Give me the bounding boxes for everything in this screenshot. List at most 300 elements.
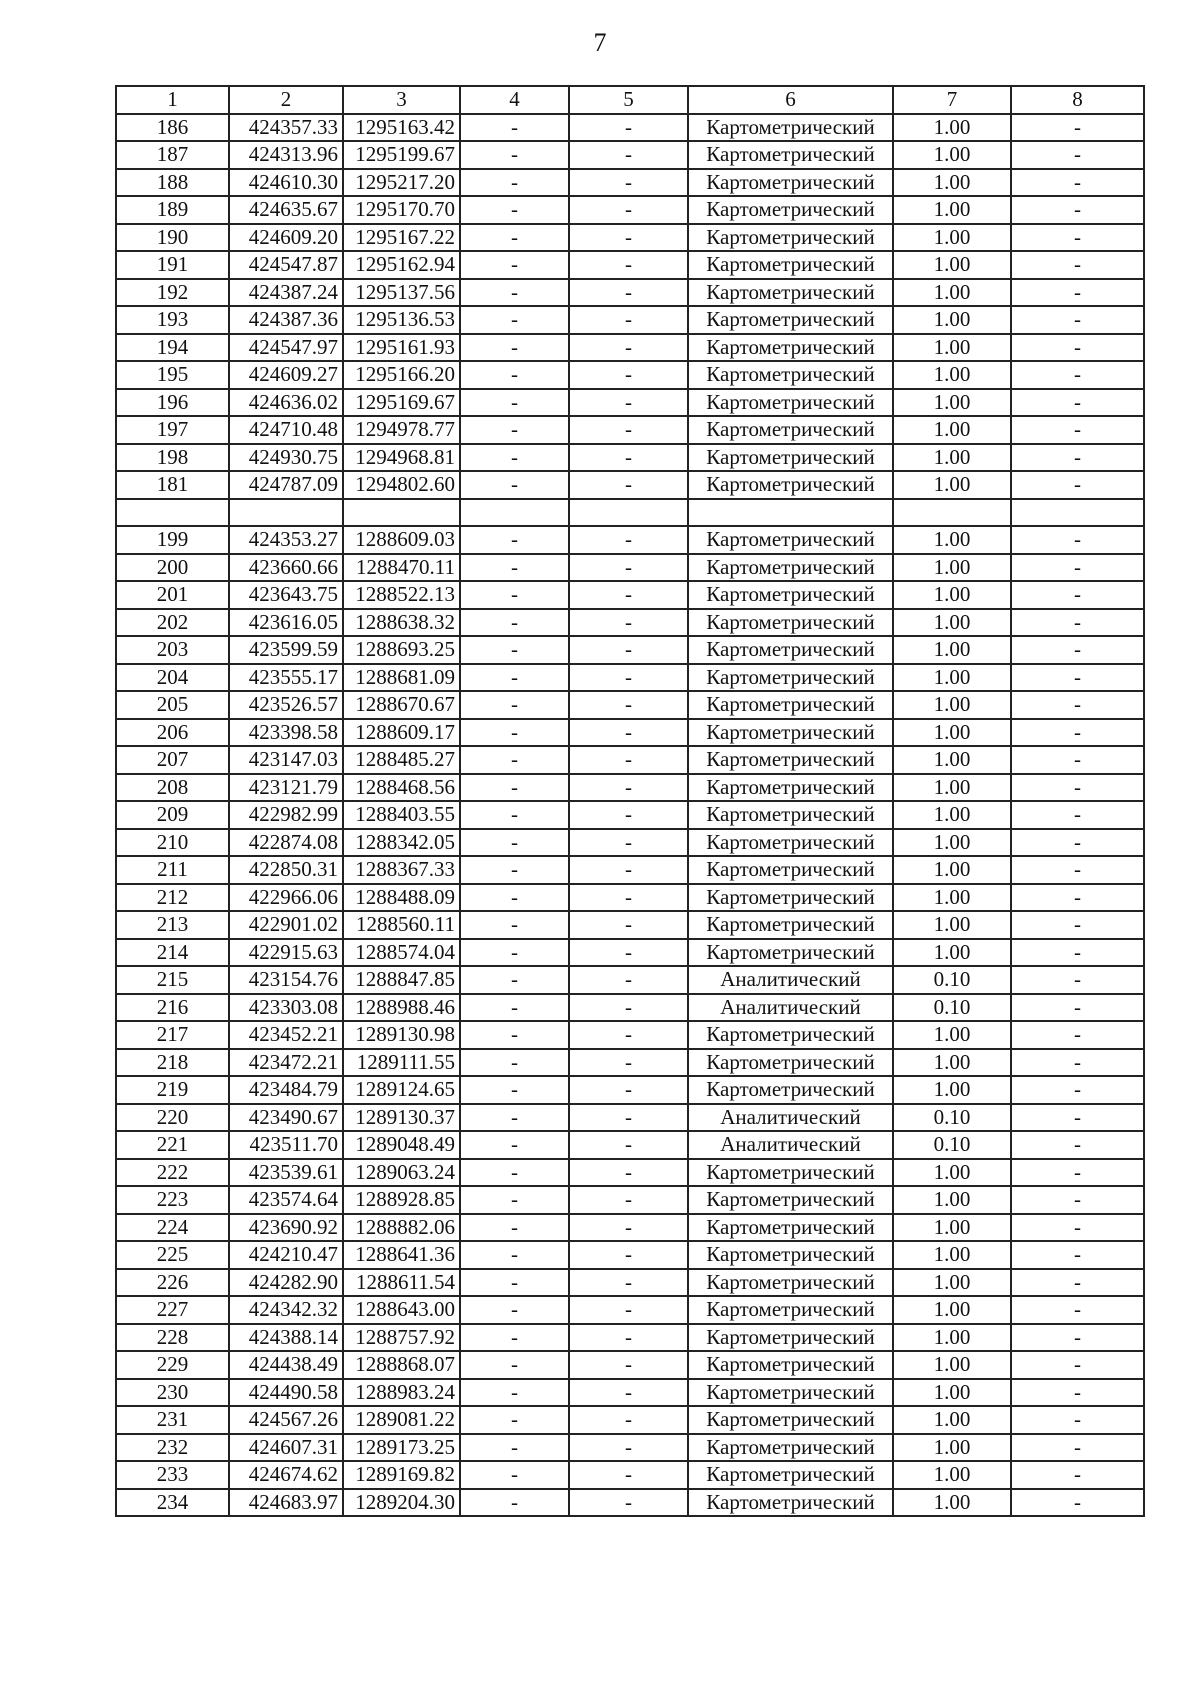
column-4-cell: -: [460, 224, 569, 252]
table-row: [116, 1379, 1144, 1407]
y-coordinate-cell: 1288609.03: [343, 526, 460, 554]
point-number-cell: 222: [116, 1159, 229, 1187]
column-5-cell: -: [569, 416, 688, 444]
column-5-cell: -: [569, 169, 688, 197]
accuracy-cell: 1.00: [893, 306, 1011, 334]
point-number-cell: 200: [116, 554, 229, 582]
column-4-cell: -: [460, 1406, 569, 1434]
column-4-cell: -: [460, 361, 569, 389]
accuracy-cell: 1.00: [893, 746, 1011, 774]
column-4-cell: -: [460, 1049, 569, 1077]
column-4-cell: -: [460, 1076, 569, 1104]
table-row: [116, 1351, 1144, 1379]
table-row: [116, 939, 1144, 967]
x-coordinate-cell: 423539.61: [229, 1159, 343, 1187]
table-row: [116, 1434, 1144, 1462]
column-8-cell: -: [1011, 1076, 1144, 1104]
point-number-cell: 214: [116, 939, 229, 967]
column-8-cell: -: [1011, 224, 1144, 252]
column-5-cell: -: [569, 444, 688, 472]
accuracy-cell: 1.00: [893, 1021, 1011, 1049]
x-coordinate-cell: 423147.03: [229, 746, 343, 774]
x-coordinate-cell: 423555.17: [229, 664, 343, 692]
column-4-cell: -: [460, 1461, 569, 1489]
point-number-cell: 228: [116, 1324, 229, 1352]
x-coordinate-cell: [229, 499, 343, 527]
method-cell: Картометрический: [688, 416, 893, 444]
point-number-cell: 227: [116, 1296, 229, 1324]
column-4-cell: -: [460, 1159, 569, 1187]
accuracy-cell: 1.00: [893, 1159, 1011, 1187]
accuracy-cell: [893, 499, 1011, 527]
column-8-cell: -: [1011, 196, 1144, 224]
column-5-cell: -: [569, 141, 688, 169]
x-coordinate-cell: 423472.21: [229, 1049, 343, 1077]
table-row: [116, 1324, 1144, 1352]
x-coordinate-cell: 423484.79: [229, 1076, 343, 1104]
method-cell: Картометрический: [688, 389, 893, 417]
column-8-cell: -: [1011, 526, 1144, 554]
accuracy-cell: 1.00: [893, 279, 1011, 307]
y-coordinate-cell: 1288609.17: [343, 719, 460, 747]
column-4-cell: -: [460, 884, 569, 912]
method-cell: Картометрический: [688, 774, 893, 802]
y-coordinate-cell: 1289124.65: [343, 1076, 460, 1104]
column-header: 4: [460, 86, 569, 114]
x-coordinate-cell: 424635.67: [229, 196, 343, 224]
column-5-cell: -: [569, 1351, 688, 1379]
x-coordinate-cell: 423599.59: [229, 636, 343, 664]
column-8-cell: -: [1011, 251, 1144, 279]
table-row: [116, 196, 1144, 224]
accuracy-cell: 1.00: [893, 1379, 1011, 1407]
column-5-cell: -: [569, 471, 688, 499]
table-row: [116, 1104, 1144, 1132]
column-8-cell: -: [1011, 966, 1144, 994]
table-row: [116, 664, 1144, 692]
y-coordinate-cell: 1288403.55: [343, 801, 460, 829]
accuracy-cell: 1.00: [893, 1214, 1011, 1242]
point-number-cell: 218: [116, 1049, 229, 1077]
column-5-cell: -: [569, 1489, 688, 1517]
column-4-cell: -: [460, 1214, 569, 1242]
point-number-cell: 209: [116, 801, 229, 829]
column-5-cell: -: [569, 1186, 688, 1214]
column-8-cell: -: [1011, 471, 1144, 499]
point-number-cell: 205: [116, 691, 229, 719]
column-8-cell: -: [1011, 361, 1144, 389]
accuracy-cell: 1.00: [893, 361, 1011, 389]
x-coordinate-cell: 422966.06: [229, 884, 343, 912]
point-number-cell: 193: [116, 306, 229, 334]
table-row: [116, 1186, 1144, 1214]
column-8-cell: -: [1011, 884, 1144, 912]
column-8-cell: -: [1011, 389, 1144, 417]
x-coordinate-cell: 424710.48: [229, 416, 343, 444]
y-coordinate-cell: 1288560.11: [343, 911, 460, 939]
column-4-cell: -: [460, 1379, 569, 1407]
point-number-cell: 234: [116, 1489, 229, 1517]
x-coordinate-cell: 424609.20: [229, 224, 343, 252]
table-row: [116, 251, 1144, 279]
x-coordinate-cell: 423526.57: [229, 691, 343, 719]
method-cell: Картометрический: [688, 1269, 893, 1297]
table-row: [116, 856, 1144, 884]
method-cell: Картометрический: [688, 911, 893, 939]
column-4-cell: -: [460, 444, 569, 472]
method-cell: Картометрический: [688, 1351, 893, 1379]
accuracy-cell: 1.00: [893, 719, 1011, 747]
y-coordinate-cell: 1288488.09: [343, 884, 460, 912]
method-cell: Картометрический: [688, 1434, 893, 1462]
column-8-cell: -: [1011, 801, 1144, 829]
accuracy-cell: 1.00: [893, 224, 1011, 252]
point-number-cell: 233: [116, 1461, 229, 1489]
x-coordinate-cell: 422874.08: [229, 829, 343, 857]
table-row: [116, 444, 1144, 472]
column-4-cell: -: [460, 1186, 569, 1214]
point-number-cell: 225: [116, 1241, 229, 1269]
column-4-cell: -: [460, 691, 569, 719]
column-4-cell: -: [460, 306, 569, 334]
point-number-cell: 232: [116, 1434, 229, 1462]
column-4-cell: -: [460, 829, 569, 857]
accuracy-cell: 1.00: [893, 1461, 1011, 1489]
column-4-cell: -: [460, 581, 569, 609]
column-4-cell: -: [460, 774, 569, 802]
table-row: [116, 526, 1144, 554]
table-row: [116, 416, 1144, 444]
method-cell: Картометрический: [688, 114, 893, 142]
point-number-cell: 194: [116, 334, 229, 362]
accuracy-cell: 0.10: [893, 994, 1011, 1022]
point-number-cell: 188: [116, 169, 229, 197]
column-4-cell: -: [460, 279, 569, 307]
column-4-cell: -: [460, 1104, 569, 1132]
column-4-cell: -: [460, 609, 569, 637]
column-5-cell: -: [569, 664, 688, 692]
y-coordinate-cell: 1289081.22: [343, 1406, 460, 1434]
column-5-cell: -: [569, 911, 688, 939]
table-header-row: [116, 86, 1144, 114]
accuracy-cell: 1.00: [893, 664, 1011, 692]
column-4-cell: -: [460, 636, 569, 664]
method-cell: Картометрический: [688, 636, 893, 664]
column-4-cell: -: [460, 196, 569, 224]
table-row: [116, 554, 1144, 582]
point-number-cell: 220: [116, 1104, 229, 1132]
column-5-cell: -: [569, 801, 688, 829]
table-row: [116, 774, 1144, 802]
accuracy-cell: 1.00: [893, 1186, 1011, 1214]
column-8-cell: -: [1011, 416, 1144, 444]
x-coordinate-cell: 424567.26: [229, 1406, 343, 1434]
point-number-cell: 189: [116, 196, 229, 224]
y-coordinate-cell: 1288470.11: [343, 554, 460, 582]
method-cell: Картометрический: [688, 1186, 893, 1214]
column-4-cell: -: [460, 471, 569, 499]
y-coordinate-cell: 1295217.20: [343, 169, 460, 197]
column-8-cell: -: [1011, 1379, 1144, 1407]
point-number-cell: 215: [116, 966, 229, 994]
column-4-cell: -: [460, 389, 569, 417]
x-coordinate-cell: 422850.31: [229, 856, 343, 884]
accuracy-cell: 1.00: [893, 471, 1011, 499]
column-5-cell: -: [569, 196, 688, 224]
column-8-cell: -: [1011, 939, 1144, 967]
column-5-cell: -: [569, 884, 688, 912]
accuracy-cell: 1.00: [893, 1269, 1011, 1297]
table-row: [116, 581, 1144, 609]
y-coordinate-cell: 1288670.67: [343, 691, 460, 719]
column-5-cell: -: [569, 746, 688, 774]
column-8-cell: -: [1011, 1186, 1144, 1214]
column-5-cell: -: [569, 1379, 688, 1407]
y-coordinate-cell: 1295170.70: [343, 196, 460, 224]
point-number-cell: 211: [116, 856, 229, 884]
column-header: 1: [116, 86, 229, 114]
table-row: [116, 966, 1144, 994]
method-cell: Картометрический: [688, 526, 893, 554]
column-4-cell: -: [460, 1269, 569, 1297]
point-number-cell: 201: [116, 581, 229, 609]
y-coordinate-cell: 1288757.92: [343, 1324, 460, 1352]
column-4-cell: -: [460, 554, 569, 582]
accuracy-cell: 1.00: [893, 691, 1011, 719]
coordinates-table: [115, 85, 1145, 1517]
y-coordinate-cell: 1289169.82: [343, 1461, 460, 1489]
column-5-cell: -: [569, 306, 688, 334]
point-number-cell: 226: [116, 1269, 229, 1297]
column-4-cell: [460, 499, 569, 527]
point-number-cell: 219: [116, 1076, 229, 1104]
accuracy-cell: 1.00: [893, 856, 1011, 884]
column-4-cell: -: [460, 1434, 569, 1462]
x-coordinate-cell: 424610.30: [229, 169, 343, 197]
column-4-cell: -: [460, 141, 569, 169]
table-row: [116, 829, 1144, 857]
table-row: [116, 361, 1144, 389]
column-4-cell: -: [460, 334, 569, 362]
point-number-cell: 206: [116, 719, 229, 747]
method-cell: Картометрический: [688, 746, 893, 774]
table-row: [116, 169, 1144, 197]
table-row: [116, 471, 1144, 499]
y-coordinate-cell: 1295166.20: [343, 361, 460, 389]
column-8-cell: -: [1011, 581, 1144, 609]
method-cell: Картометрический: [688, 884, 893, 912]
method-cell: Картометрический: [688, 1241, 893, 1269]
x-coordinate-cell: 423303.08: [229, 994, 343, 1022]
point-number-cell: 199: [116, 526, 229, 554]
column-5-cell: -: [569, 774, 688, 802]
y-coordinate-cell: 1294968.81: [343, 444, 460, 472]
method-cell: Картометрический: [688, 169, 893, 197]
column-8-cell: -: [1011, 279, 1144, 307]
y-coordinate-cell: 1295163.42: [343, 114, 460, 142]
method-cell: Картометрический: [688, 1379, 893, 1407]
method-cell: Картометрический: [688, 1159, 893, 1187]
y-coordinate-cell: 1294802.60: [343, 471, 460, 499]
column-4-cell: -: [460, 966, 569, 994]
x-coordinate-cell: 424387.24: [229, 279, 343, 307]
method-cell: Картометрический: [688, 856, 893, 884]
method-cell: Картометрический: [688, 581, 893, 609]
column-4-cell: -: [460, 939, 569, 967]
method-cell: Картометрический: [688, 1489, 893, 1517]
point-number-cell: 229: [116, 1351, 229, 1379]
column-8-cell: -: [1011, 1021, 1144, 1049]
accuracy-cell: 1.00: [893, 1076, 1011, 1104]
y-coordinate-cell: 1288367.33: [343, 856, 460, 884]
column-8-cell: -: [1011, 1461, 1144, 1489]
method-cell: [688, 499, 893, 527]
table-row: [116, 141, 1144, 169]
column-8-cell: -: [1011, 1049, 1144, 1077]
column-header: 7: [893, 86, 1011, 114]
accuracy-cell: 1.00: [893, 911, 1011, 939]
y-coordinate-cell: 1289173.25: [343, 1434, 460, 1462]
table-row: [116, 994, 1144, 1022]
x-coordinate-cell: 424313.96: [229, 141, 343, 169]
x-coordinate-cell: 424438.49: [229, 1351, 343, 1379]
column-header: 6: [688, 86, 893, 114]
column-8-cell: -: [1011, 746, 1144, 774]
x-coordinate-cell: 423398.58: [229, 719, 343, 747]
point-number-cell: 213: [116, 911, 229, 939]
column-8-cell: -: [1011, 1104, 1144, 1132]
x-coordinate-cell: 424674.62: [229, 1461, 343, 1489]
accuracy-cell: 1.00: [893, 444, 1011, 472]
column-8-cell: -: [1011, 1434, 1144, 1462]
table-row: [116, 1269, 1144, 1297]
y-coordinate-cell: 1288574.04: [343, 939, 460, 967]
accuracy-cell: 1.00: [893, 251, 1011, 279]
column-5-cell: -: [569, 114, 688, 142]
y-coordinate-cell: 1288641.36: [343, 1241, 460, 1269]
x-coordinate-cell: 423511.70: [229, 1131, 343, 1159]
accuracy-cell: 1.00: [893, 1489, 1011, 1517]
column-5-cell: -: [569, 1104, 688, 1132]
y-coordinate-cell: 1295161.93: [343, 334, 460, 362]
y-coordinate-cell: 1288342.05: [343, 829, 460, 857]
column-4-cell: -: [460, 664, 569, 692]
accuracy-cell: 1.00: [893, 609, 1011, 637]
column-8-cell: -: [1011, 664, 1144, 692]
x-coordinate-cell: 424636.02: [229, 389, 343, 417]
point-number-cell: 221: [116, 1131, 229, 1159]
table-row: [116, 691, 1144, 719]
column-5-cell: -: [569, 1214, 688, 1242]
column-4-cell: -: [460, 719, 569, 747]
column-5-cell: -: [569, 251, 688, 279]
point-number-cell: 192: [116, 279, 229, 307]
table-row: [116, 911, 1144, 939]
y-coordinate-cell: 1288638.32: [343, 609, 460, 637]
column-8-cell: -: [1011, 554, 1144, 582]
column-8-cell: [1011, 499, 1144, 527]
table-row: [116, 1406, 1144, 1434]
column-4-cell: -: [460, 114, 569, 142]
y-coordinate-cell: 1288468.56: [343, 774, 460, 802]
x-coordinate-cell: 424342.32: [229, 1296, 343, 1324]
column-8-cell: -: [1011, 1489, 1144, 1517]
column-5-cell: -: [569, 636, 688, 664]
point-number-cell: 216: [116, 994, 229, 1022]
method-cell: Картометрический: [688, 1021, 893, 1049]
point-number-cell: 186: [116, 114, 229, 142]
table-row: [116, 1159, 1144, 1187]
column-4-cell: -: [460, 1131, 569, 1159]
y-coordinate-cell: 1289204.30: [343, 1489, 460, 1517]
column-5-cell: -: [569, 224, 688, 252]
method-cell: Аналитический: [688, 1104, 893, 1132]
column-5-cell: -: [569, 1461, 688, 1489]
column-4-cell: -: [460, 856, 569, 884]
point-number-cell: [116, 499, 229, 527]
column-8-cell: -: [1011, 1214, 1144, 1242]
x-coordinate-cell: 423574.64: [229, 1186, 343, 1214]
method-cell: Картометрический: [688, 1214, 893, 1242]
y-coordinate-cell: 1289130.37: [343, 1104, 460, 1132]
column-8-cell: -: [1011, 1131, 1144, 1159]
column-4-cell: -: [460, 251, 569, 279]
y-coordinate-cell: 1295169.67: [343, 389, 460, 417]
y-coordinate-cell: 1295136.53: [343, 306, 460, 334]
y-coordinate-cell: 1288868.07: [343, 1351, 460, 1379]
x-coordinate-cell: 423452.21: [229, 1021, 343, 1049]
method-cell: Картометрический: [688, 306, 893, 334]
column-5-cell: -: [569, 1406, 688, 1434]
column-4-cell: -: [460, 1324, 569, 1352]
x-coordinate-cell: 424607.31: [229, 1434, 343, 1462]
x-coordinate-cell: 423121.79: [229, 774, 343, 802]
column-8-cell: -: [1011, 911, 1144, 939]
column-8-cell: -: [1011, 1324, 1144, 1352]
accuracy-cell: 1.00: [893, 169, 1011, 197]
y-coordinate-cell: 1289130.98: [343, 1021, 460, 1049]
column-5-cell: -: [569, 1324, 688, 1352]
method-cell: Картометрический: [688, 1296, 893, 1324]
y-coordinate-cell: 1288847.85: [343, 966, 460, 994]
method-cell: Картометрический: [688, 334, 893, 362]
accuracy-cell: 1.00: [893, 416, 1011, 444]
column-8-cell: -: [1011, 856, 1144, 884]
table-body: [116, 114, 1144, 1517]
point-number-cell: 212: [116, 884, 229, 912]
accuracy-cell: 1.00: [893, 334, 1011, 362]
method-cell: Картометрический: [688, 471, 893, 499]
y-coordinate-cell: 1295167.22: [343, 224, 460, 252]
x-coordinate-cell: 422982.99: [229, 801, 343, 829]
column-5-cell: -: [569, 1434, 688, 1462]
column-5-cell: -: [569, 966, 688, 994]
point-number-cell: 203: [116, 636, 229, 664]
y-coordinate-cell: 1288988.46: [343, 994, 460, 1022]
table-row: [116, 801, 1144, 829]
method-cell: Картометрический: [688, 609, 893, 637]
accuracy-cell: 1.00: [893, 1241, 1011, 1269]
point-number-cell: 198: [116, 444, 229, 472]
column-5-cell: -: [569, 1021, 688, 1049]
table-row: [116, 1214, 1144, 1242]
column-5-cell: -: [569, 1241, 688, 1269]
column-8-cell: -: [1011, 114, 1144, 142]
method-cell: Картометрический: [688, 251, 893, 279]
x-coordinate-cell: 423490.67: [229, 1104, 343, 1132]
point-number-cell: 230: [116, 1379, 229, 1407]
y-coordinate-cell: 1295137.56: [343, 279, 460, 307]
